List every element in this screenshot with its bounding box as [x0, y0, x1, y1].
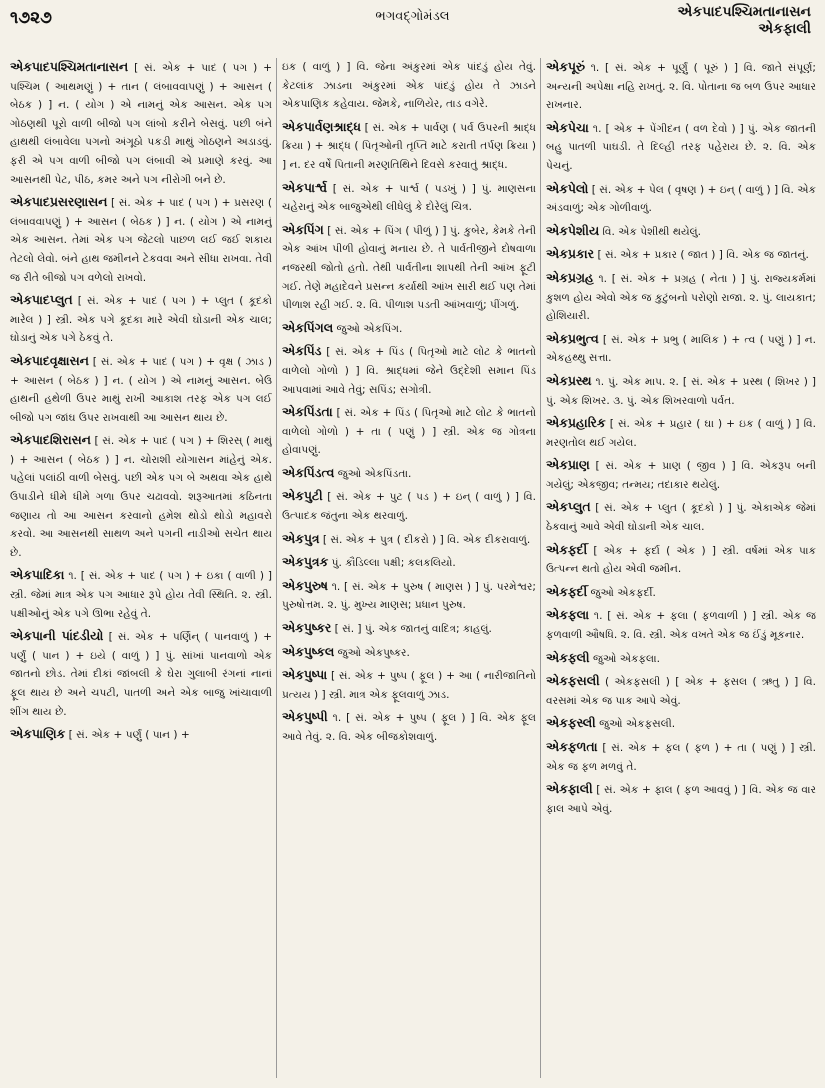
entry-definition: જુઓ એકપિંડતા. — [337, 467, 412, 480]
dictionary-entry — [546, 583, 816, 603]
entry-definition: [ સં. એક + પ્રકાર ( જાત ) ] વિ. એક જ જાતનું. — [597, 249, 809, 262]
entry-headword: એકપેશીય — [546, 222, 600, 238]
entry-headword: એકપિંગ — [282, 221, 324, 237]
entry-headword: એકપૂરું — [546, 59, 585, 74]
entry-headword: એકપ્રસ્થ — [546, 372, 592, 388]
entry-definition: ૧. [ સં. એક + પાદ ( પગ ) + ઇકા ( વાળી ) ] સ્ત્રી. જેમાં માત્ર એક પગ આધાર રૂપે હોય તેવી સ્થિતિ. ૨. સ્ત્રી. પક્ષીઓનું એક પગે ઊભા રહેવું તે. — [10, 570, 272, 620]
dictionary-entry — [546, 222, 816, 242]
entry-headword: એકપાદિકા — [10, 567, 65, 583]
dictionary-entry — [546, 780, 816, 818]
dictionary-entry — [546, 541, 816, 579]
entry-definition: ૧. [ સં. એક + ફલા ( ફળવાળી ) ] સ્ત્રી. એક જ ફળવાળી ઔષધિ. ૨. વિ. સ્ત્રી. એક વખતે એક જ ઈંડું મૂકનાર. — [546, 610, 816, 642]
entry-definition: જુઓ એકફર્દી. — [590, 586, 656, 599]
entry-headword: એકપિંડ — [282, 343, 322, 359]
entry-definition: [ સં. એક + પાદ ( પગ ) + શિરસ્ ( માથું ) + આસન ( બેઠક ) ] ન. ચોરાશી યોગાસન માંહેનું એક. પહેલાં પલાંઠી વાળી બેસવું. પછી એક પગ બે અથવા એક હાથે ઉપાડીને ધીમે ધીમે ગળા ઉપર ચઢાવવો. શરૂઆતમાં કઠિનતા જણાય તો આ આસન કરવાનો હમેશ થોડો થોડો મહાવરો કરવો. આ આસનથી સાથળ અને પગની નાડીઓ સચેત થાય છે. — [10, 435, 272, 559]
page-number: ૧૭૨૭ — [10, 8, 52, 28]
guide-words — [678, 4, 812, 38]
dictionary-entry — [10, 193, 272, 287]
entry-definition: [ સં. એક + પ્રભુ ( માલિક ) + ત્વ ( પણું ) ] ન. એકહથ્થુ સત્તા. — [546, 333, 816, 365]
entry-definition: ઇક ( વાળું ) ] વિ. જેના અંકુરમાં એક પાંદડું હોય તેવું. કેટલાંક ઝાડના અંકુરમાં એક પાંદડું હોય તે ઝાડને એકપાણિક કહેવાય. જેમકે, નાળિયેર, તાડ વગેરે. — [282, 61, 536, 111]
entry-definition: [ સં. એક + ફાલ ( ફળ આવવું ) ] વિ. એક જ વાર ફાલ આપે એવું. — [546, 784, 816, 815]
entry-headword: એકપાની પાંદડીયો — [10, 628, 104, 644]
column-divider — [540, 58, 541, 1078]
column-right — [546, 58, 816, 1080]
column-left — [10, 58, 272, 1080]
entry-headword: એકફલા — [546, 607, 590, 623]
entry-headword: એકપાદપ્લુત — [10, 292, 73, 308]
dictionary-entry — [282, 221, 536, 315]
entry-headword: એકપિંગલ — [282, 319, 334, 335]
dictionary-entry — [10, 566, 272, 623]
dictionary-entry — [546, 456, 816, 494]
entry-definition: ૧. [ એક + પેંગીદન ( વળ દેવો ) ] પું. એક જાતની બહુ પાતળી પાઘડી. તે દિલ્હી તરફ પહેરાય છે. ૨. વિ. એક પેચનું. — [546, 122, 816, 172]
entry-definition: પું. કૌડિલ્લા પક્ષી; કલકલિયો. — [331, 557, 456, 570]
entry-headword: એકપેચા — [546, 119, 589, 135]
dictionary-entry — [546, 714, 816, 734]
entry-headword: એકફર્દી — [546, 583, 588, 599]
entry-definition: [ સં. એક + પેલ ( વૃષણ ) + ઇન્ ( વાળું ) ] વિ. એક અંડવાળું; એક ગોળીવાળું. — [546, 183, 816, 215]
entry-definition: ૧. [ સં. એક + પુરુષ ( માણસ ) ] પું. પરમેશ્વર; પુરુષોત્તમ. ૨. પું. મુખ્ય માણસ; પ્રધાન પુરુષ. — [282, 580, 536, 612]
entry-headword: એકફસ્લી — [546, 715, 596, 731]
dictionary-entry — [10, 431, 272, 562]
dictionary-entry — [546, 649, 816, 669]
entry-headword: એકપુત્રક — [282, 554, 329, 570]
dictionary-entry — [546, 414, 816, 452]
entry-headword: એકપાદશિરાસન — [10, 432, 91, 448]
entry-headword: એકફલી — [546, 649, 590, 665]
entry-definition: ૧. પું. એક માપ. ૨. [ સં. એક + પ્રસ્થ ( શિખર ) ] પું. એક શિખર. ૩. પું. એક શિખરવાળો પર્વત. — [546, 375, 816, 407]
entry-headword: એકપુટી — [282, 488, 323, 504]
entry-headword: એકપાદપ્રસરણાસન — [10, 194, 108, 210]
guide-word-first: એકપાદપશ્ચિમતાનાસન — [677, 4, 811, 20]
entry-headword: એકપ્રભુત્વ — [546, 330, 599, 346]
entry-definition: [ સં. એક + પિંગ ( પીળું ) ] પું. કુબેર, કેમકે તેની એક આંખ પીળી હોવાનું મનાય છે. તે પાર્વતીજીને દોષવાળા નજરથી જોતો હતો. તેથી પાર્વતીના શાપથી તેની આંખ ફૂટી ગઈ. તેણે મહાદેવને પ્રસન્ન કર્યાથી આંખ સારી થઈ પણ તેમાં પીળાશ રહી ગઈ. ૨. વિ. પીળાશ પડતી આંખવાળું; પીંગળું. — [282, 224, 536, 312]
entry-headword: એકપ્રકાર — [546, 246, 595, 262]
entry-headword: એકફર્દી — [546, 541, 588, 557]
dictionary-entry — [282, 464, 536, 484]
entry-definition: [ સં. એક + પ્રહાર ( ઘા ) + ઇક ( વાળું ) ] વિ. મરણતોલ થઈ ગયેલ. — [546, 418, 816, 449]
entry-definition: [ એક + ફર્દા ( એક ) ] સ્ત્રી. વર્ષમાં એક પાક ઉત્પન્ન થતો હોય એવી જમીન. — [546, 544, 816, 576]
entry-headword: એકપુરુષ — [282, 577, 328, 593]
dictionary-entry — [282, 619, 536, 639]
dictionary-entry — [546, 180, 816, 218]
dictionary-entry — [282, 58, 536, 114]
entry-headword: એકફસલી — [546, 673, 600, 689]
entry-definition: જુઓ એકપિંગ. — [336, 322, 403, 335]
dictionary-entry — [10, 291, 272, 348]
dictionary-entry — [282, 643, 536, 663]
dictionary-entry — [282, 708, 536, 746]
entry-definition: જુઓ એકપુષ્કર. — [337, 646, 410, 659]
entry-headword: એકપુત્ર — [282, 530, 320, 546]
entry-definition: [ સં. એક + પુટ ( પડ ) + ઇન્ ( વાળું ) ] વિ. ઉત્પાદક જંતુના એક થરવાળું. — [282, 491, 536, 523]
entry-headword: એકપેલો — [546, 180, 589, 196]
column-middle — [282, 58, 536, 1080]
entry-headword: એકપિંડતા — [282, 404, 333, 420]
dictionary-entry — [546, 738, 816, 776]
entry-definition: [ સં. એક + પુષ્પ ( ફૂલ ) + આ ( નારીજાતિનો પ્રત્યય ) ] સ્ત્રી. માત્ર એક ફૂલવાળું ઝાડ. — [282, 670, 536, 701]
dictionary-entry — [282, 666, 536, 704]
entry-definition: [ સં. એક + પર્ણું ( પાન ) + — [68, 729, 190, 742]
entry-headword: એકપ્રાણ — [546, 457, 590, 473]
entry-headword: એકપ્રહારિક — [546, 415, 606, 431]
entry-headword: એકપ્લુત — [546, 499, 591, 515]
dictionary-entry — [10, 352, 272, 427]
entry-headword: એકપાર્વણશ્રાદ્ધ — [282, 118, 361, 134]
dictionary-entry — [282, 342, 536, 399]
dictionary-entry — [282, 553, 536, 573]
dictionary-entry — [282, 403, 536, 460]
column-divider — [276, 58, 277, 1078]
entry-definition: ૧. [ સં. એક + પ્રગ્રહ ( નેતા ) ] પું. રાજ્યકર્મમાં કુશળ હોય એવો એક જ કુટુંબનો પરોણો રાજા. ૨. પું. લાયકાત; હોશિયારી. — [546, 272, 816, 323]
entry-headword: એકપ્રગ્રહ — [546, 269, 594, 285]
entry-headword: એકપાણિક — [10, 726, 66, 742]
entry-definition: [ સં. ] પું. એક જાતનું વાદિત્ર; કાહલું. — [334, 623, 492, 636]
dictionary-entry — [282, 530, 536, 550]
entry-definition: ૧. [ સં. એક + પુષ્પ ( ફૂલ ) ] વિ. એક ફૂલ આવે તેવું. ૨. વિ. એક બીજકોશવાળું. — [282, 712, 536, 743]
dictionary-entry — [546, 672, 816, 710]
entry-definition: જુઓ એકફસલી. — [599, 718, 676, 731]
dictionary-entry — [282, 487, 536, 525]
entry-headword: એકપુષ્કલ — [282, 643, 335, 659]
dictionary-entry — [546, 119, 816, 176]
dictionary-entry — [546, 372, 816, 410]
dictionary-entry — [282, 179, 536, 217]
dictionary-entry — [546, 606, 816, 644]
dictionary-entry — [282, 118, 536, 175]
entry-definition: [ સં. એક + પાદ ( પગ ) + પશ્ચિમ ( આથમણું ) + તાન ( લંબાવવાપણું ) + આસન ( બેઠક ) ] ન. ( યોગ ) એ નામનું એક આસન. એક પગ ગોઠણથી પૂરો વાળી બીજો પગ લાંબો કરીને બેસવું. પછી બંને હાથથી લંબાવેલા પગનો અંગૂઠો પકડી માથું ગોઠણને અડાડવું. ફરી એ પગ વાળી બીજો પગ લંબાવી એ પ્રમાણે કરવું. આ આસનથી પેટ, પીઠ, કમર અને પગ નીરોગી બને છે. — [10, 62, 272, 186]
guide-word-last: એકફાલી — [758, 21, 811, 37]
dictionary-entry — [10, 627, 272, 721]
entry-definition: [ સં. એક + પાદ ( પગ ) + પ્લુત ( કૂદકો મારેલ ) ] સ્ત્રી. એક પગે કૂદકા મારે એવી ઘોડાની એક ચાલ; ઘોડાનું એક પગે ઠેકવું તે. — [10, 295, 272, 345]
entry-definition: [ સં. એક + ફલ ( ફળ ) + તા ( પણું ) ] સ્ત્રી. એક જ ફળ મળવું તે. — [546, 742, 816, 773]
entry-definition: જુઓ એકફલા. — [592, 652, 661, 665]
entry-definition: [ સં. એક + પ્લુત ( કૂદકો ) ] પું. એકાએક જેમાં ઠેકવાનું આવે એવી ઘોડાની એક ચાલ. — [546, 502, 816, 534]
entry-definition: [ સં. એક + પાર્વણ ( પર્વ ઉપરની શ્રાદ્ધ ક્રિયા ) + શ્રાદ્ધ ( પિતૃઓની તૃપ્તિ માટે કરાતી તર્પણ ક્રિયા ) ] ન. દર વર્ષે પિતાની મરણતિથિને દિવસે કરવાતું શ્રાદ્ધ. — [282, 121, 536, 171]
dictionary-entry — [546, 269, 816, 326]
entry-definition: [ સં. એક + પુત્ર ( દીકરો ) ] વિ. એક દીકરાવાળું. — [322, 533, 531, 546]
entry-definition: [ સં. એક + પાદ ( પગ ) + વૃક્ષ ( ઝાડ ) + આસન ( બેઠક ) ] ન. ( યોગ ) એ નામનું આસન. બેઉ હાથની હથેળી ઉપર માથું રાખી આકાશ તરફ એક પગ લઈ બીજો પગ જાંઘ ઉપર રાખવાથી આ આસન થાય છે. — [10, 355, 272, 424]
entry-definition: ૧. [ સં. એક + પૂર્ણું ( પૂરું ) ] વિ. જાતે સંપૂર્ણ; અન્યની અપેક્ષા નહિ રાખતું. ૨. વિ. પોતાના જ બળ ઉપર આધાર રાખનાર. — [546, 62, 816, 112]
entry-headword: એકફળતા — [546, 739, 598, 754]
entry-definition: વિ. એક પેશીથી થયેલું. — [602, 225, 702, 238]
dictionary-entry — [546, 245, 816, 265]
entry-headword: એકપુષ્કર — [282, 620, 332, 636]
book-title: ભગવદ્ગોમંડલ — [375, 9, 450, 24]
dictionary-entry — [10, 725, 272, 745]
entry-headword: એકફાલી — [546, 781, 593, 797]
dictionary-entry — [10, 58, 272, 189]
dictionary-entry — [546, 498, 816, 536]
entry-headword: એકપાદવૃક્ષાસન — [10, 352, 89, 368]
entry-headword: એકપુષ્પા — [282, 667, 328, 683]
entry-definition: [ સં. એક + પાર્શ્વ ( પડખું ) ] પું. માણસના ચહેરાનું એક બાજુએથી લીધેલું કે દોરેલું ચિત્ર. — [282, 182, 536, 214]
entry-definition: [ સં. એક + પિંડ ( પિતૃઓ માટે લોટ કે ભાતનો વાળેલો ગોળો ) ] વિ. શ્રાદ્ધમાં જેને ઉદ્દેશી સમાન પિંડ આપવામાં આવે તેવું; સપિંડ; સગોત્રી. — [282, 346, 536, 396]
dictionary-entry — [546, 58, 816, 115]
entry-headword: એકપાદપશ્ચિમતાનાસન — [10, 59, 129, 74]
entry-headword: એકપિંડત્વ — [282, 464, 335, 480]
entry-headword: એકપુષ્પી — [282, 709, 328, 725]
entry-definition: ( એકફસલી ) [ એક + ફસલ ( ઋતુ ) ] વિ. વરસમાં એક જ પાક આપે એવું. — [546, 676, 816, 707]
dictionary-entry — [546, 330, 816, 368]
entry-definition: [ સં. એક + પર્ણિન્ ( પાનવાળું ) + પર્ણું ( પાન ) + ઇયે ( વાળું ) ] પું. સાંખાં પાનવાળો એક જાતનો છોડ. તેમાં દીકાં જાંબલી કે ઘેરા ગુલાબી રંગનાં નાનાં ફૂલ થાય છે અને ચપટી, પાતળી અને એક બાજુ ખાંચાવાળી શીંગ થાય છે. — [10, 631, 272, 718]
entry-headword: એકપાર્શ્વ — [282, 179, 327, 195]
dictionary-entry — [282, 319, 536, 339]
entry-definition: [ સં. એક + પ્રાણ ( જીવ ) ] વિ. એકરૂપ બની ગયેલું; એકજીવ; તન્મય; તદાકાર થયેલું. — [546, 460, 816, 491]
page-header — [0, 0, 825, 40]
dictionary-entry — [282, 577, 536, 615]
entry-definition: [ સં. એક + પાદ ( પગ ) + પ્રસરણ ( લંબાવવાપણું ) + આસન ( બેઠક ) ] ન. ( યોગ ) એ નામનું એક આસન. તેમાં એક પગ જેટલો પાછળ લઈ જઈ શકાય તેટલો લેવો. બંને હાથ જમીનને ટેકવવા અને સીધા રાખવા. તેવી જ રીતે બીજો પગ વળેલો રાખવો. — [10, 197, 272, 284]
entry-definition: [ સં. એક + પિંડ ( પિતૃઓ માટે લોટ કે ભાતનો વાળેલો ગોળો ) + તા ( પણું ) ] સ્ત્રી. એક જ ગોત્રના હોવાપણું. — [282, 407, 536, 457]
